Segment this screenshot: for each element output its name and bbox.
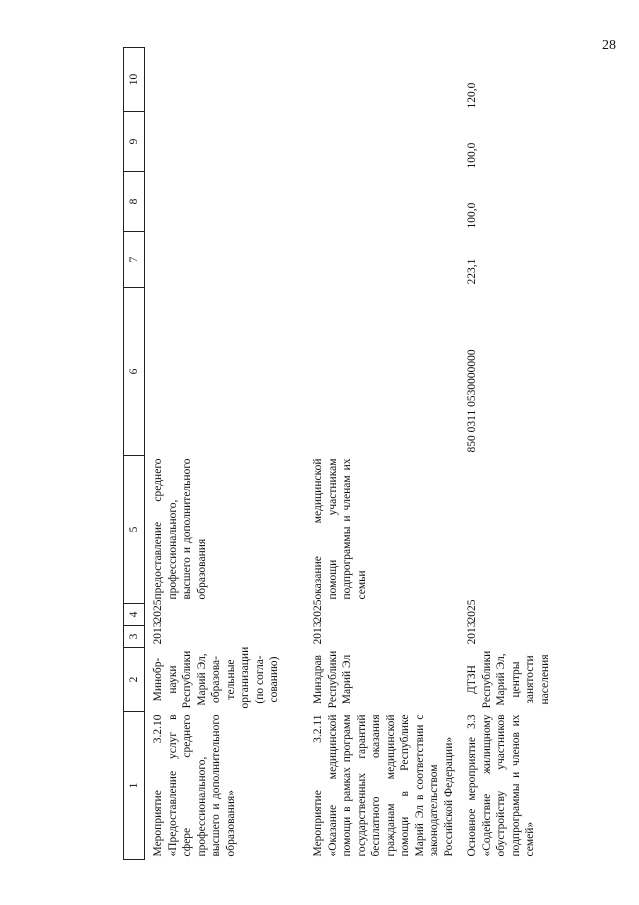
table-row [305,48,459,860]
cell-value-10 [305,48,459,112]
cell-value-7 [145,232,306,288]
cell-activity: Мероприятие 3.2.10 «Предоставление услуг в сфере среднего профессионального, высшего и дополнительного образования» [152,714,237,857]
cell-start-year: 2013 [312,621,324,645]
cell-budget-code [305,288,459,456]
header-col-10: 10 [124,48,145,112]
cell-value-8 [145,172,306,232]
cell-executor: Минобр- науки Республики Марий Эл, образова- тельные организации (по согла- сованию) [152,646,280,709]
cell-activity: Мероприятие 3.2.11 «Оказание медицинской помощи в рамках программ государственных гарантий бесплатного оказания гражданам медицинской помощи в Республике Марий Эл в соответствии с законодательством Российской Федерации» [312,714,455,857]
cell-value-10 [145,48,306,112]
page-number: 28 [602,38,616,53]
cell-value-7: 223,1 [466,258,478,285]
header-col-6: 6 [124,288,145,456]
header-col-1: 1 [124,712,145,860]
header-col-4: 4 [124,604,145,626]
cell-start-year: 2013 [466,621,478,645]
cell-value-8 [305,172,459,232]
header-col-8: 8 [124,172,145,232]
cell-result: предоставление среднего профессионального, высшего и дополнительного образования [152,458,208,600]
cell-value-10: 120,0 [466,82,478,109]
header-col-9: 9 [124,112,145,172]
cell-end-year: 2025 [152,599,164,623]
cell-value-9 [145,112,306,172]
cell-activity: Основное мероприятие 3.3 «Содействие жилищному обустройству участников подпрограммы и членов их семей» [466,714,536,857]
header-col-5: 5 [124,456,145,604]
cell-end-year: 2025 [466,599,478,623]
table-row [145,48,306,860]
cell-executor: Минздрав Республики Марий Эл [312,650,353,709]
program-table [123,47,585,860]
cell-budget-code: 850 0311 0530000000 [466,349,478,453]
header-row [124,48,145,860]
header-col-3: 3 [124,626,145,648]
cell-end-year: 2025 [312,599,324,623]
cell-executor: ДТЗН Республики Марий Эл, центры занятости населения [466,650,551,709]
cell-result [459,456,585,604]
cell-budget-code [145,288,306,456]
cell-start-year: 2013 [152,621,164,645]
table-row [459,48,585,860]
cell-value-9 [305,112,459,172]
header-col-7: 7 [124,232,145,288]
rotated-table-wrapper [123,40,623,860]
cell-result: оказание медицинской помощи участникам подпрограммы и членам их семьи [312,458,368,600]
header-col-2: 2 [124,648,145,712]
cell-value-7 [305,232,459,288]
cell-value-9: 100,0 [466,142,478,169]
cell-value-8: 100,0 [466,202,478,229]
